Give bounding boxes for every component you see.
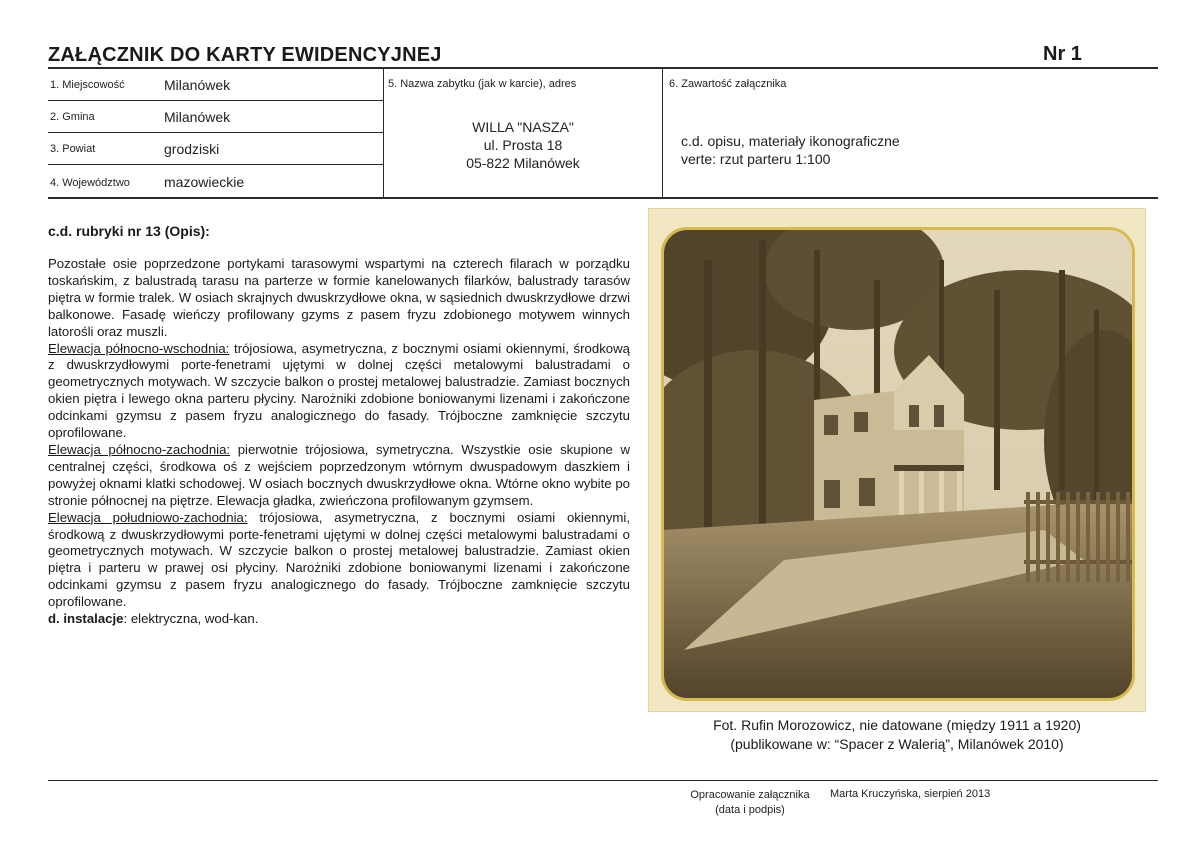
elevation-southwest <box>48 510 630 611</box>
monument-street: ul. Prosta 18 <box>483 137 563 153</box>
description-body <box>48 256 630 628</box>
elevation-southwest-label: Elewacja południowo-zachodnia: <box>48 509 248 525</box>
footer-label-line-1: Opracowanie załącznika <box>690 789 810 801</box>
photo-caption-line-1: Fot. Rufin Morozowicz, nie datowane (między 1911 a 1920) <box>713 717 1081 733</box>
miejscowosc-label: 1. Miejscowość <box>50 79 125 91</box>
elevation-northeast <box>48 341 630 442</box>
content-lines <box>681 132 900 168</box>
row-rule-2 <box>48 132 383 133</box>
elevation-northwest-label: Elewacja północno-zachodnia: <box>48 441 231 457</box>
footer-author: Marta Kruczyńska, sierpień 2013 <box>830 788 991 800</box>
villa-photo-image <box>664 230 1132 698</box>
photo-caption <box>648 716 1146 754</box>
row-rule-1 <box>48 100 383 101</box>
photo-caption-line-2: (publikowane w: “Spacer z Walerią”, Milanówek 2010) <box>730 736 1064 752</box>
description-intro: Pozostałe osie poprzedzone portykami tarasowymi wspartymi na czterech filarach w porządku toskańskim, z balustradą tarasu na parterze w formie kanelowanych filarków, balustrady tarasów piętra w formie tralek. W osiach skrajnych dwuskrzydłowe okna, w sąsiednich dwuskrzydłowe drzwi balkonowe. Fasadę wieńczy profilowany gzyms z pasem fryzu zdobionego motywem winnych latorośli oraz muszli. <box>48 256 630 339</box>
installations-label: d. instalacje <box>48 611 124 627</box>
installations-text: : elektryczna, wod-kan. <box>123 611 259 627</box>
elevation-northwest <box>48 442 630 510</box>
photo-frame <box>648 208 1146 712</box>
document-title: ZAŁĄCZNIK DO KARTY EWIDENCYJNEJ <box>48 44 442 66</box>
monument-city: 05-822 Milanówek <box>466 155 580 171</box>
content-line-1: c.d. opisu, materiały ikonograficzne <box>681 133 900 149</box>
footer-label <box>678 788 822 818</box>
table-bottom-rule <box>48 197 1158 199</box>
powiat-label: 3. Powiat <box>50 143 96 155</box>
description-heading: c.d. rubryki nr 13 (Opis): <box>48 223 210 239</box>
column-divider-2 <box>662 68 663 198</box>
wojewodztwo-label: 4. Województwo <box>50 177 130 189</box>
monument-address <box>384 118 662 172</box>
document-number: Nr 1 <box>1043 43 1082 65</box>
footer-label-line-2: (data i podpis) <box>715 804 785 816</box>
content-line-2: verte: rzut parteru 1:100 <box>681 151 831 167</box>
elevation-northeast-label: Elewacja północno-wschodnia: <box>48 340 230 356</box>
row-rule-3 <box>48 164 383 165</box>
monument-label: 5. Nazwa zabytku (jak w karcie), adres <box>388 78 577 90</box>
elevation-northeast-text: trójosiowa, asymetryczna, z bocznymi osiami okiennymi, środkową z dwuskrzydłowymi porte-fenetrami ujętymi w dolnej części metalowymi balustradami o geometrycznych motywach. W szczycie balkon o prostej metalowej balustradzie. Zamiast bocznych okien piętra i lewego okna parteru płyciny. Narożniki zdobione boniowanymi lizenami i zakończone odcinkami gzymsu z pasem fryzu analogicznego do fasady. Trójboczne zamknięcie szczytu oprofilowane. <box>48 340 630 441</box>
wojewodztwo-value: mazowieckie <box>164 174 245 190</box>
gmina-value: Milanówek <box>164 109 231 125</box>
historic-photo <box>661 227 1135 701</box>
gmina-label: 2. Gmina <box>50 111 95 123</box>
footer-rule <box>48 780 1158 781</box>
miejscowosc-value: Milanówek <box>164 77 231 93</box>
installations <box>48 611 630 628</box>
elevation-southwest-text: trójosiowa, asymetryczna, z bocznymi osiami okiennymi, środkową z dwuskrzydłowymi porte-fenetrami ujętymi w dolnej części metalowymi balustradami o geometrycznych motywach. W szczycie balkon o prostej metalowej balustradzie. Zamiast okien piętra i parteru w prawej osi płyciny. Narożniki zdobione boniowanymi lizenami i zakończone odcinkami gzymsu z pasem fryzu analogicznego do fasady. Trójboczne zamknięcie szczytu oprofilowane. <box>48 509 630 610</box>
content-label: 6. Zawartość załącznika <box>669 78 787 90</box>
monument-name: WILLA "NASZA" <box>472 119 574 135</box>
elevation-northwest-text: pierwotnie trójosiowa, symetryczna. Wszystkie osie skupione w centralnej części, środkowa oś z wejściem poprzedzonym wtórnym dwuspadowym daszkiem i powyżej oknami klatki schodowej. W osiach bocznych dwuskrzydłowe okna. Wtórne okno wybite po stronie północnej na piętrze. Elewacja gładka, zwieńczona profilowanym gzymsem. <box>48 441 630 508</box>
header-rule <box>48 67 1158 69</box>
powiat-value: grodziski <box>164 141 220 157</box>
